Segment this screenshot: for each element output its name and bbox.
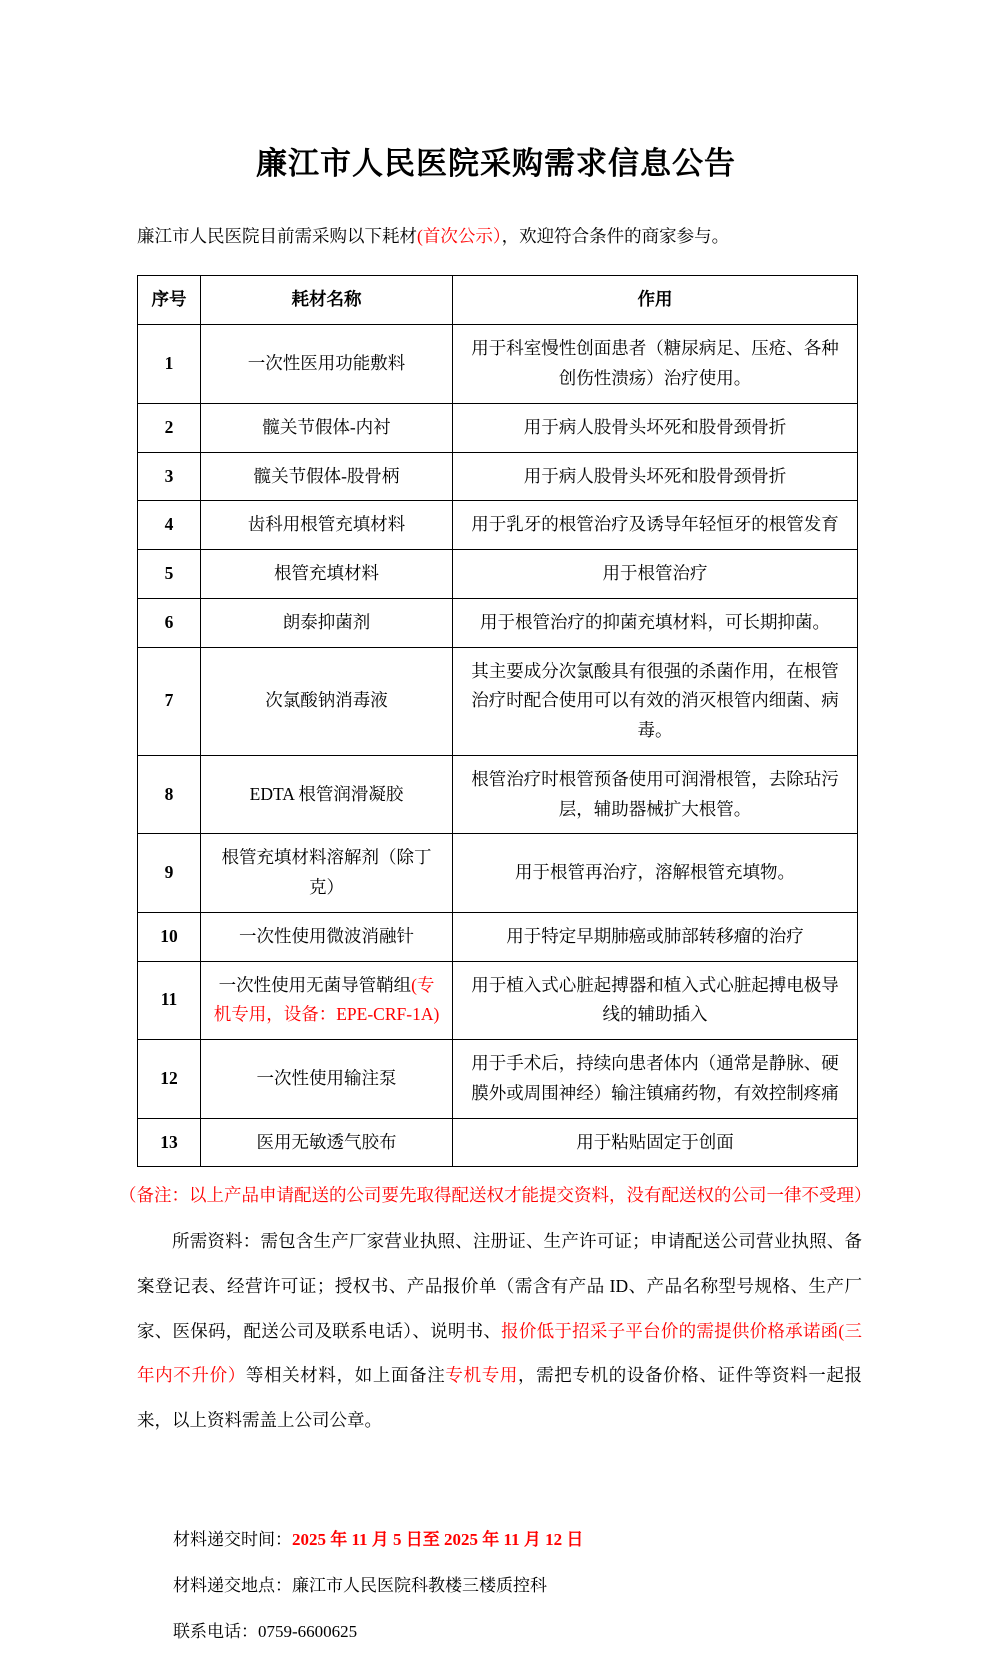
requirements-segment: 报价低于招采子平台价的需提供价格承诺函(三年内不升价） <box>137 1320 863 1386</box>
consumables-table-body <box>138 325 858 1167</box>
contact-phone-label: 联系电话： <box>173 1622 258 1641</box>
cell-no: 9 <box>138 834 201 913</box>
header-cell-no: 序号 <box>138 276 201 325</box>
intro-paragraph <box>137 223 857 249</box>
cell-name <box>201 1118 453 1167</box>
cell-use: 用于根管再治疗，溶解根管充填物。 <box>453 834 858 913</box>
consumables-table <box>137 275 858 1167</box>
cell-name <box>201 755 453 834</box>
cell-no: 7 <box>138 647 201 755</box>
cell-no: 5 <box>138 550 201 599</box>
cell-use: 用于手术后，持续向患者体内（通常是静脉、硬膜外或周围神经）输注镇痛药物，有效控制疼痛 <box>453 1040 858 1119</box>
intro-text-suffix: ，欢迎符合条件的商家参与。 <box>501 226 730 246</box>
requirements-segment: 所需资料：需包含生产厂家营业执照、注册证、生产许可证；申请配送公司营业执照、备案登记表、经营许可证；授权书、产品报价单（需含有产品 ID、产品名称型号规格、生产厂家、医保码，配送公司及联系电话）、说明书、 <box>137 1231 862 1341</box>
cell-no: 2 <box>138 403 201 452</box>
cell-no: 12 <box>138 1040 201 1119</box>
cell-no: 6 <box>138 598 201 647</box>
cell-use: 用于特定早期肺癌或肺部转移瘤的治疗 <box>453 912 858 961</box>
table-row <box>138 325 858 404</box>
contact-phone-line <box>173 1617 583 1642</box>
table-row <box>138 647 858 755</box>
cell-name-text: 齿科用根管充填材料 <box>247 514 406 535</box>
table-row <box>138 501 858 550</box>
cell-name <box>201 647 453 755</box>
submission-place-label: 材料递交地点： <box>173 1576 292 1595</box>
cell-name <box>201 452 453 501</box>
cell-use: 用于病人股骨头坏死和股骨颈骨折 <box>453 403 858 452</box>
cell-no: 1 <box>138 325 201 404</box>
table-row <box>138 1040 858 1119</box>
submission-time-value: 2025 年 11 月 5 日至 2025 年 11 月 12 日 <box>292 1530 584 1549</box>
cell-use: 用于根管治疗的抑菌充填材料，可长期抑菌。 <box>453 598 858 647</box>
intro-text: 廉江市人民医院目前需采购以下耗材 <box>137 226 417 246</box>
header-cell-name: 耗材名称 <box>201 276 453 325</box>
cell-use: 用于根管治疗 <box>453 550 858 599</box>
requirements-segment: 专机专用 <box>445 1365 518 1386</box>
cell-name <box>201 403 453 452</box>
note-remark: （备注：以上产品申请配送的公司要先取得配送权才能提交资料，没有配送权的公司一律不受理） <box>119 1185 872 1206</box>
table-row <box>138 550 858 599</box>
cell-name <box>201 550 453 599</box>
cell-name-text: 根管充填材料 <box>274 563 379 583</box>
table-row <box>138 912 858 961</box>
submission-place-value: 廉江市人民医院科教楼三楼质控科 <box>292 1576 547 1595</box>
cell-name-text: 根管充填材料溶解剂（除丁克） <box>221 847 432 897</box>
table-row <box>138 403 858 452</box>
cell-no: 8 <box>138 755 201 834</box>
cell-use: 用于乳牙的根管治疗及诱导年轻恒牙的根管发育 <box>453 501 858 550</box>
cell-name-text: 一次性使用微波消融针 <box>239 925 414 946</box>
cell-name <box>201 834 453 913</box>
cell-name <box>201 961 453 1040</box>
footer-block <box>173 1525 583 1663</box>
cell-use: 用于植入式心脏起搏器和植入式心脏起搏电极导线的辅助插入 <box>453 961 858 1040</box>
contact-phone-value: 0759-6600625 <box>258 1622 358 1641</box>
cell-name <box>201 501 453 550</box>
cell-no: 10 <box>138 912 201 961</box>
cell-use: 用于病人股骨头坏死和股骨颈骨折 <box>453 452 858 501</box>
cell-name-text: 一次性使用输注泵 <box>256 1067 397 1088</box>
cell-no: 13 <box>138 1118 201 1167</box>
requirements-segment: 等相关材料，如上面备注 <box>245 1365 446 1386</box>
table-row <box>138 755 858 834</box>
intro-highlight-first-publicity: (首次公示） <box>417 226 502 246</box>
table-row <box>138 1118 858 1167</box>
cell-name-text: 髋关节假体-内衬 <box>262 416 391 437</box>
cell-name-text: 一次性医用功能敷料 <box>247 353 406 374</box>
cell-use: 用于粘贴固定于创面 <box>453 1118 858 1167</box>
cell-name-text: 一次性使用无菌导管鞘组 <box>218 974 412 995</box>
cell-name <box>201 325 453 404</box>
cell-no: 4 <box>138 501 201 550</box>
cell-name <box>201 598 453 647</box>
cell-name-text: EDTA 根管润滑凝胶 <box>249 783 404 804</box>
cell-name <box>201 912 453 961</box>
cell-no: 3 <box>138 452 201 501</box>
requirements-paragraph <box>137 1219 862 1442</box>
cell-name <box>201 1040 453 1119</box>
header-cell-use: 作用 <box>453 276 858 325</box>
cell-name-text: 髋关节假体-股骨柄 <box>253 465 400 486</box>
table-row <box>138 452 858 501</box>
cell-name-text: 次氯酸钠消毒液 <box>265 690 388 711</box>
submission-time-line <box>173 1525 583 1550</box>
table-row <box>138 961 858 1040</box>
table-row <box>138 834 858 913</box>
cell-use: 根管治疗时根管预备使用可润滑根管，去除玷污层，辅助器械扩大根管。 <box>453 755 858 834</box>
requirements-segment: ，需把专机的设备价格、证件等资料一起报来，以上资料需盖上公司公章。 <box>137 1365 863 1430</box>
submission-place-line <box>173 1571 583 1596</box>
table-row <box>138 598 858 647</box>
page-title: 廉江市人民医院采购需求信息公告 <box>256 146 736 181</box>
table-header-row <box>138 276 858 325</box>
cell-use: 其主要成分次氯酸具有很强的杀菌作用，在根管治疗时配合使用可以有效的消灭根管内细菌、病毒。 <box>453 647 858 755</box>
submission-time-label: 材料递交时间： <box>173 1530 292 1549</box>
cell-name-red-note: (专机专用，设备：EPE-CRF-1A) <box>213 974 440 1025</box>
cell-name-text: 医用无敏透气胶布 <box>256 1131 397 1152</box>
cell-use: 用于科室慢性创面患者（糖尿病足、压疮、各种创伤性溃疡）治疗使用。 <box>453 325 858 404</box>
cell-no: 11 <box>138 961 201 1040</box>
cell-name-text: 朗泰抑菌剂 <box>282 611 371 632</box>
